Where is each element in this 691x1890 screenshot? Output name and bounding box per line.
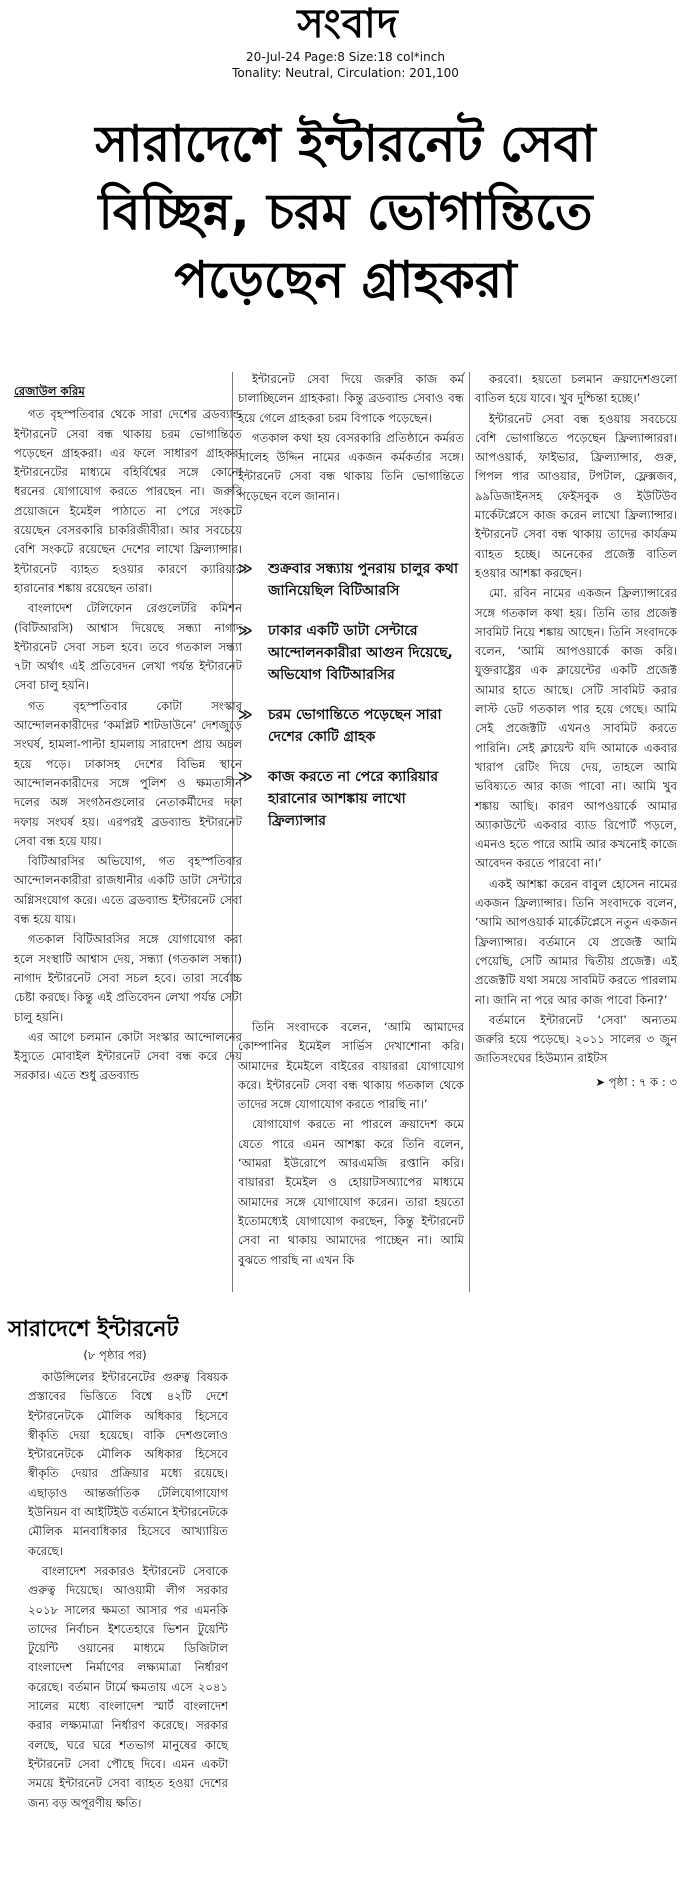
paragraph: বাংলাদেশ সরকারও ইন্টারনেট সেবাকে গুরুত্ব দিয়েছে। আওয়ামী লীগ সরকার ২০১৮ সালের ক্ষমতা আসার পর এমনকি তাদের নির্বাচন ইশতেহারে ভিশন টুয়েন্টি টুয়েন্টি ওয়ানের মাধ্যমে ডিজিটাল বাংলাদেশ নির্মাণের লক্ষ্যমাত্রা নির্ধারণ করেছে। বর্তমান টার্মে ক্ষমতায় এসে ২০৪১ সালের মধ্যে বাংলাদেশ স্মার্ট বাংলাদেশ করার লক্ষ্যমাত্রা নির্ধারণ করেছে। সরকার বলছে, ঘরে ঘরে শতভাগ মানুষের কাছে ইন্টারনেট সেবা পৌছে দিবে। এমন একটা সময়ে ইন্টারনেট সেবা ব্যাহত হওয়া দেশের জন্য বড় অপূরণীয় ক্ষতি। — [28, 1563, 228, 1810]
newspaper-logo: সংবাদ — [297, 1, 399, 47]
paragraph: গতকাল কথা হয় বেসরকারি প্রতিষ্ঠানে কর্মরত সালেহ উদ্দিন নামের একজন কর্মকর্তার সঙ্গে। ইন্টারনেট সেবা বন্ধ থাকায় তিনি ভোগান্তিতে পড়েছেন বলে জানান। — [238, 430, 464, 503]
column-divider — [469, 372, 470, 1292]
masthead — [0, 0, 691, 92]
double-arrow-icon: ≫ — [238, 623, 253, 639]
clipping-meta-date: 20-Jul-24 Page:8 Size:18 col*inch — [246, 50, 445, 64]
pull-quote — [238, 558, 464, 602]
article-headline — [8, 110, 683, 314]
paragraph: তিনি সংবাদকে বলেন, ‘আমি আমাদের কোম্পানির ইমেইল সার্ভিস দেখাশোনা করি। আমাদের ইমেইলে বাইরের বায়াররা যোগাযোগ করে। ইন্টারনেট সেবা বন্ধ থাকায় গতকাল থেকে তাদের সঙ্গে যোগাযোগ করতে পারছি না।’ — [238, 1020, 464, 1112]
article-column-2-lower — [238, 1018, 464, 1271]
byline: রেজাউল করিম — [14, 384, 85, 398]
double-arrow-icon: ≫ — [238, 707, 253, 723]
paragraph: গত বৃহস্পতিবার কোটা সংস্কার আন্দোলনকারীদের ‘কমপ্লিট শাটডাউনে’ দেশজুড়ে সংঘর্ষ, হামলা-পাল্টা হামলায় সারাদেশ প্রায় অচল হয়ে পড়ে। ঢাকাসহ দেশের বিভিন্ন স্থানে আন্দোলনকারীদের সঙ্গে পুলিশ ও ক্ষমতাসীন দলের অঙ্গ সংগঠনগুলোর নেতাকর্মীদের দফা দফায় সংঘর্ষ হয়। এরপরই ব্রডব্যান্ড ইন্টারনেট সেবা বন্ধ হয়ে যায়। — [14, 698, 242, 848]
double-arrow-icon: ≫ — [238, 561, 253, 577]
pull-quote — [238, 620, 464, 686]
headline-line-2: বিচ্ছিন্ন, চরম ভোগান্তিতে — [98, 183, 593, 241]
continuation-column — [28, 1368, 228, 1814]
paragraph: গত বৃহস্পতিবার থেকে সারা দেশের ব্রডব্যান্ড ইন্টারনেট সেবা বন্ধ থাকায় চরম ভোগান্তিতে পড়েছেন গ্রাহকরা। এর ফলে সাধারণ গ্রাহকরা ইন্টারনেটের মাধ্যমে বহির্বিশ্বের সঙ্গে কোনো ধরনের যোগাযোগ করতে পারছেন না। জরুরি প্রয়োজনে ইমেইল পাঠাতে না পেরে সংকটে রয়েছেন বেসরকারি চাকরিজীবীরা। আর সবচেয়ে বেশি সংকটে রয়েছেন দেশের লাখো ফ্রিল্যান্সার। ইন্টারনেট ব্যাহত হওয়ার কারণে ক্যারিয়ার হারানোর শঙ্কায় রয়েছেন তারা। — [14, 407, 242, 595]
continuation-subtitle: (৮ পৃষ্ঠার পর) — [83, 1348, 147, 1362]
paragraph: করবো। হয়তো চলমান ক্রয়াদেশগুলো বাতিল হয়ে যাবে। খুব দুশ্চিন্তা হচ্ছে।’ — [475, 372, 677, 406]
paragraph: কাউন্সিলের ইন্টারনেটের গুরুত্ব বিষয়ক প্রস্তাবের ভিত্তিতে বিশ্বে ৪২টি দেশে ইন্টারনেটকে মৌলিক অধিকার হিসেবে স্বীকৃতি দেয়া হয়েছে। বাকি দেশগুলোও ইন্টারনেটকে মৌলিক অধিকার হিসেবে স্বীকৃতি দেয়ার প্রক্রিয়ার মধ্যে রয়েছে। এছাড়াও আন্তর্জাতিক টেলিযোগাযোগ ইউনিয়ন বা আইটিইউ বর্তমানে ইন্টারনেটকে মৌলিক মানবাধিকার হিসেবে আখ্যায়িত করেছে। — [28, 1370, 228, 1558]
pull-quote — [238, 766, 464, 832]
paragraph: মো. রবিন নামের একজন ফ্রিল্যান্সারের সঙ্গে গতকাল কথা হয়। তিনি তার প্রজেক্ট সাবমিট নিয়ে শঙ্কায় আছেন। তিনি সংবাদকে বলেন, ‘আমি আপওয়ার্কে কাজ করি। যুক্তরাষ্ট্রের এক ক্লায়েন্টের একটি প্রজেক্ট আমার হাতে আছে। সেটি সাবমিট করার লাস্ট ডেট গতকাল পার হয়ে গেছে। আমি সেই প্রজেক্টটি এখনও সাবমিট করতে পারিনি। সেই ক্লায়েন্ট যদি আমাকে একবার খারাপ রেটিং দিয়ে দেয়, তাহলে আমি ভবিষ্যতে আর কাজ পাবো না। আমি খুব শঙ্কায় আছি। কারণ আপওয়ার্কে আমার অ্যাকাউন্টে একবার ব্যাড রিপোর্ট পড়লে, এমনও হতে পারে আমি আর কখনোই কাজে আবেদন করতে পারবো না।’ — [475, 586, 677, 871]
pull-quote — [238, 704, 464, 748]
paragraph: বাংলাদেশ টেলিফোন রেগুলেটরি কমিশন (বিটিআরসি) আশ্বাস দিয়েছে সন্ধ্যা নাগাদ ইন্টারনেট সেবা সচল হবে। তবে গতকাল সন্ধ্যা ৭টা অর্থাৎ এই প্রতিবেদন লেখা পর্যন্ত ইন্টারনেট সেবা চালু হয়নি। — [14, 601, 242, 693]
paragraph: একই আশঙ্কা করেন বাবুল হোসেন নামের একজন ফ্রিল্যান্সার। তিনি সংবাদকে বলেন, ‘আমি আপওয়ার্ক মার্কেটপ্লেসে নতুন একজন ফ্রিল্যান্সার। বর্তমানে যে প্রজেক্ট আমি পেয়েছি, সেটি আমার দ্বিতীয় প্রজেক্ট। এই প্রজেক্টটি যথা সময়ে সাবমিট করতে পারলাম না। জানি না পরে আর কাজ পাবো কিনা?’ — [475, 876, 677, 1007]
article-column-1 — [14, 382, 242, 1087]
pull-quote-box — [238, 558, 464, 850]
pull-quote-text: কাজ করতে না পেরে ক্যারিয়ার হারানোর আশঙ্কায় লাখো ফ্রিল্যান্সার — [268, 769, 439, 829]
headline-line-3: পড়েছেন গ্রাহকরা — [174, 251, 517, 309]
paragraph: গতকাল বিটিআরসির সঙ্গে যোগাযোগ করা হলে সংস্থাটি আশ্বাস দেয়, সন্ধ্যা (গতকাল সন্ধ্যা) নাগাদ ইন্টারনেট সেবা সচল হবে। তারা সর্বোচ্চ চেষ্টা করছে। কিন্তু এই প্রতিবেদন লেখা পর্যন্ত সেটা চালু হয়নি। — [14, 932, 242, 1024]
double-arrow-icon: ≫ — [238, 769, 253, 785]
pull-quote-text: শুক্রবার সন্ধ্যায় পুনরায় চালুর কথা জানিয়েছিল বিটিআরসি — [268, 561, 459, 599]
pull-quote-text: ঢাকার একটি ডাটা সেন্টারে আন্দোলনকারীরা আগুন দিয়েছে, অভিযোগ বিটিআরসির — [268, 623, 453, 683]
paragraph: বর্তমানে ইন্টারনেট ‘সেবা’ অন্যতম জরুরি হয়ে পড়েছে। ২০১১ সালের ৩ জুন জাতিসংঘের হিউম্যান রাইটস — [475, 1012, 677, 1066]
paragraph: বিটিআরসির অভিযোগ, গত বৃহস্পতিবার আন্দোলনকারীরা রাজধানীর একটি ডাটা সেন্টারে অগ্নিসংযোগ করে। এতে ব্রডব্যান্ড ইন্টারনেট সেবা বন্ধ হয়ে যায়। — [14, 854, 242, 927]
paragraph: এর আগে চলমান কোটা সংস্কার আন্দোলনের ইস্যুতে মোবাইল ইন্টারনেট সেবা বন্ধ করে দেয় সরকার। এতে শুধু ব্রডব্যান্ড — [14, 1029, 242, 1083]
clipping-meta-tonality: Tonality: Neutral, Circulation: 201,100 — [232, 66, 459, 80]
pull-quote-text: চরম ভোগান্তিতে পড়েছেন সারা দেশের কোটি গ্রাহক — [268, 707, 442, 745]
article-column-3 — [475, 370, 677, 1092]
continuation-title: সারাদেশে ইন্টারনেট — [8, 1317, 179, 1342]
headline-line-1: সারাদেশে ইন্টারনেট সেবা — [95, 115, 596, 173]
article-column-2 — [238, 370, 464, 507]
paragraph: ইন্টারনেট সেবা বন্ধ হওয়ায় সবচেয়ে বেশি ভোগান্তিতে পড়েছেন ফ্রিল্যান্সাররা। আপওয়ার্ক, ফাইভার, ফ্রিল্যান্সার, গুরু, পিপল পার আওয়ার, টপটাল, ফ্লেক্সজব, ৯৯ডিজাইনসহ ফেইসবুক ও ইউটিউব মার্কেটপ্লেসে কাজ করেন লাখো ফ্রিল্যান্সার। ইন্টারনেট সেবা বন্ধ থাকায় তাদের কার্যক্রম ব্যাহত হচ্ছে। অনেকের প্রজেক্ট বাতিল হওয়ার আশঙ্কা করছেন। — [475, 411, 677, 580]
paragraph: ইন্টারনেট সেবা দিয়ে জরুরি কাজ কর্ম চালাচ্ছিলেন গ্রাহকরা। কিন্তু ব্রডব্যান্ড সেবাও বন্ধ হয়ে গেলে গ্রাহকরা চরম বিপাকে পড়েছেন। — [238, 372, 464, 425]
jump-note: ➤ পৃষ্ঠা : ৭ ক : ৩ — [595, 1074, 677, 1089]
paragraph: যোগাযোগ করতে না পারলে ক্রয়াদেশ কমে যেতে পারে এমন আশঙ্কা করে তিনি বলেন, ‘আমরা ইউরোপে আরএমজি রপ্তানি করি। বায়াররা ইমেইল ও হোয়াটসঅ্যাপের মাধ্যমে আমাদের সঙ্গে যোগাযোগ করেন। তারা হয়তো ইতোমধ্যেই যোগাযোগ করছেন, কিন্তু ইন্টারনেট সেবা না থাকায় আমাদের পাচ্ছেন না। আমি বুঝতে পারছি না এখন কি — [238, 1117, 464, 1267]
